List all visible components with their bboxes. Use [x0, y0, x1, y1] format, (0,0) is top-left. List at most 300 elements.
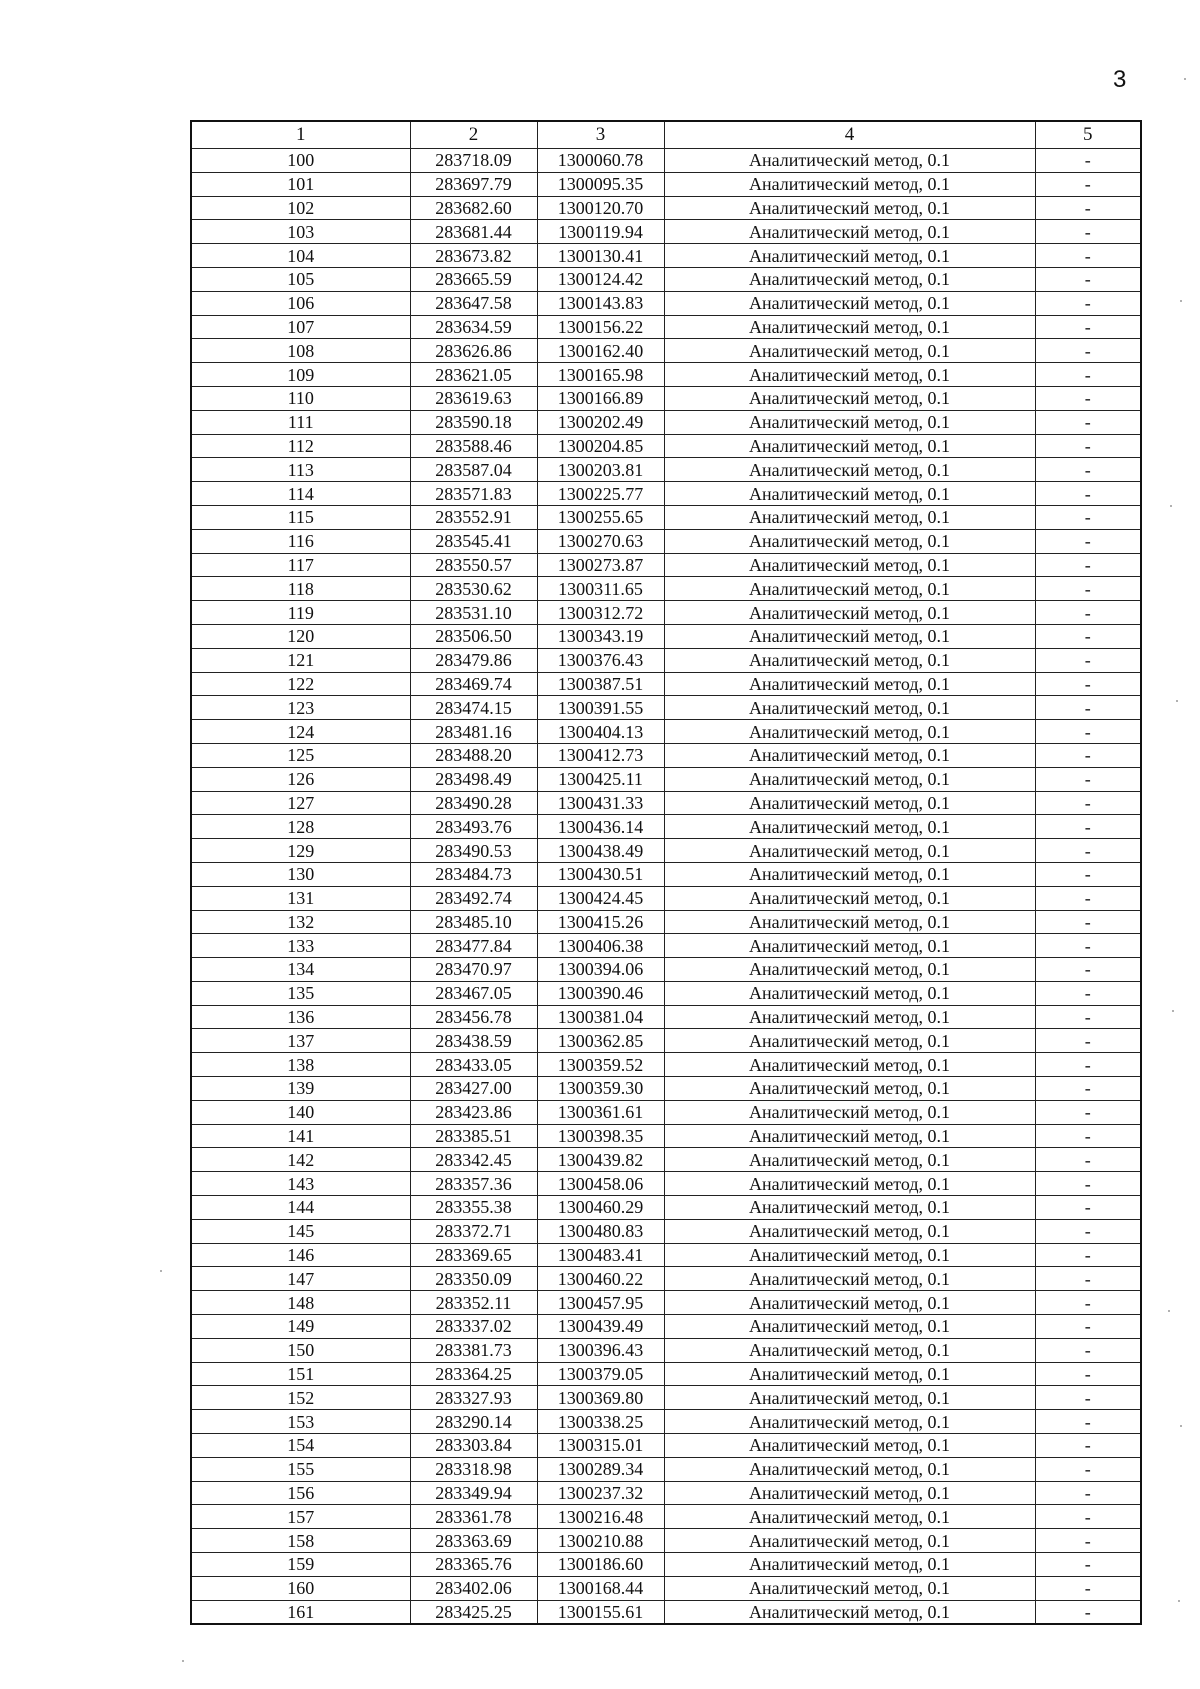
table-row	[191, 791, 1141, 815]
table-cell-col-1: 155	[191, 1457, 410, 1481]
table-cell-col-1: 120	[191, 624, 410, 648]
table-cell-col-2: 283477.84	[410, 934, 537, 958]
table-cell-col-3: 1300359.52	[537, 1053, 664, 1077]
table-cell-col-5: -	[1035, 458, 1141, 482]
table-cell-col-5: -	[1035, 410, 1141, 434]
table-cell-col-5: -	[1035, 1077, 1141, 1101]
table-cell-col-3: 1300430.51	[537, 862, 664, 886]
table-cell-col-2: 283488.20	[410, 743, 537, 767]
table-cell-col-5: -	[1035, 267, 1141, 291]
table-cell-col-3: 1300415.26	[537, 910, 664, 934]
table-cell-col-2: 283427.00	[410, 1077, 537, 1101]
table-cell-col-1: 137	[191, 1029, 410, 1053]
table-cell-col-4: Аналитический метод, 0.1	[664, 1338, 1035, 1362]
table-cell-col-3: 1300166.89	[537, 386, 664, 410]
table-row	[191, 577, 1141, 601]
table-cell-col-2: 283673.82	[410, 244, 537, 268]
table-cell-col-4: Аналитический метод, 0.1	[664, 910, 1035, 934]
table-cell-col-2: 283634.59	[410, 315, 537, 339]
table-cell-col-3: 1300390.46	[537, 981, 664, 1005]
table-cell-col-4: Аналитический метод, 0.1	[664, 1576, 1035, 1600]
table-cell-col-3: 1300168.44	[537, 1576, 664, 1600]
table-row	[191, 315, 1141, 339]
table-cell-col-2: 283621.05	[410, 363, 537, 387]
table-cell-col-2: 283587.04	[410, 458, 537, 482]
table-row	[191, 1553, 1141, 1577]
table-cell-col-1: 145	[191, 1219, 410, 1243]
table-cell-col-4: Аналитический метод, 0.1	[664, 696, 1035, 720]
table-cell-col-1: 112	[191, 434, 410, 458]
table-cell-col-2: 283365.76	[410, 1553, 537, 1577]
table-row	[191, 958, 1141, 982]
table-cell-col-2: 283484.73	[410, 862, 537, 886]
table-cell-col-1: 114	[191, 482, 410, 506]
table-cell-col-5: -	[1035, 934, 1141, 958]
table-cell-col-3: 1300162.40	[537, 339, 664, 363]
table-cell-col-3: 1300312.72	[537, 601, 664, 625]
table-cell-col-5: -	[1035, 1457, 1141, 1481]
table-cell-col-4: Аналитический метод, 0.1	[664, 1100, 1035, 1124]
table-cell-col-3: 1300202.49	[537, 410, 664, 434]
table-row	[191, 1576, 1141, 1600]
table-cell-col-4: Аналитический метод, 0.1	[664, 1077, 1035, 1101]
table-cell-col-4: Аналитический метод, 0.1	[664, 482, 1035, 506]
table-cell-col-5: -	[1035, 244, 1141, 268]
table-cell-col-5: -	[1035, 672, 1141, 696]
table-row	[191, 720, 1141, 744]
table-cell-col-5: -	[1035, 196, 1141, 220]
table-cell-col-2: 283381.73	[410, 1338, 537, 1362]
table-cell-col-5: -	[1035, 1362, 1141, 1386]
table-row	[191, 291, 1141, 315]
table-cell-col-4: Аналитический метод, 0.1	[664, 434, 1035, 458]
table-cell-col-2: 283385.51	[410, 1124, 537, 1148]
table-row	[191, 1124, 1141, 1148]
table-cell-col-3: 1300438.49	[537, 839, 664, 863]
table-row	[191, 196, 1141, 220]
table-cell-col-1: 104	[191, 244, 410, 268]
table-cell-col-1: 130	[191, 862, 410, 886]
table-cell-col-1: 143	[191, 1172, 410, 1196]
table-cell-col-5: -	[1035, 1100, 1141, 1124]
table-cell-col-4: Аналитический метод, 0.1	[664, 1124, 1035, 1148]
table-cell-col-3: 1300362.85	[537, 1029, 664, 1053]
table-cell-col-3: 1300315.01	[537, 1434, 664, 1458]
header-col-2: 2	[410, 121, 537, 149]
table-cell-col-1: 142	[191, 1148, 410, 1172]
table-row	[191, 1148, 1141, 1172]
table-row	[191, 1172, 1141, 1196]
table-cell-col-1: 136	[191, 1005, 410, 1029]
table-cell-col-2: 283498.49	[410, 767, 537, 791]
table-cell-col-5: -	[1035, 958, 1141, 982]
table-cell-col-4: Аналитический метод, 0.1	[664, 339, 1035, 363]
table-cell-col-1: 100	[191, 149, 410, 173]
table-cell-col-3: 1300095.35	[537, 172, 664, 196]
table-cell-col-5: -	[1035, 1053, 1141, 1077]
table-cell-col-2: 283474.15	[410, 696, 537, 720]
table-cell-col-3: 1300396.43	[537, 1338, 664, 1362]
table-row	[191, 149, 1141, 173]
table-cell-col-4: Аналитический метод, 0.1	[664, 1386, 1035, 1410]
table-cell-col-2: 283619.63	[410, 386, 537, 410]
table-row	[191, 1600, 1141, 1624]
table-cell-col-3: 1300237.32	[537, 1481, 664, 1505]
table-row	[191, 981, 1141, 1005]
table-cell-col-5: -	[1035, 1029, 1141, 1053]
header-col-3: 3	[537, 121, 664, 149]
table-cell-col-5: -	[1035, 910, 1141, 934]
table-row	[191, 220, 1141, 244]
table-cell-col-1: 158	[191, 1529, 410, 1553]
table-cell-col-2: 283550.57	[410, 553, 537, 577]
table-cell-col-4: Аналитический метод, 0.1	[664, 1267, 1035, 1291]
table-cell-col-2: 283552.91	[410, 505, 537, 529]
table-cell-col-2: 283355.38	[410, 1196, 537, 1220]
table-cell-col-4: Аналитический метод, 0.1	[664, 1053, 1035, 1077]
table-cell-col-4: Аналитический метод, 0.1	[664, 1315, 1035, 1339]
table-cell-col-4: Аналитический метод, 0.1	[664, 1291, 1035, 1315]
table-cell-col-2: 283423.86	[410, 1100, 537, 1124]
table-cell-col-2: 283506.50	[410, 624, 537, 648]
table-row	[191, 1505, 1141, 1529]
table-cell-col-2: 283350.09	[410, 1267, 537, 1291]
table-cell-col-1: 103	[191, 220, 410, 244]
table-cell-col-4: Аналитический метод, 0.1	[664, 1529, 1035, 1553]
table-cell-col-3: 1300369.80	[537, 1386, 664, 1410]
table-cell-col-3: 1300480.83	[537, 1219, 664, 1243]
table-row	[191, 696, 1141, 720]
table-cell-col-2: 283490.28	[410, 791, 537, 815]
table-cell-col-4: Аналитический метод, 0.1	[664, 196, 1035, 220]
table-cell-col-3: 1300210.88	[537, 1529, 664, 1553]
table-cell-col-1: 108	[191, 339, 410, 363]
table-cell-col-4: Аналитический метод, 0.1	[664, 601, 1035, 625]
table-cell-col-3: 1300425.11	[537, 767, 664, 791]
table-cell-col-1: 154	[191, 1434, 410, 1458]
table-cell-col-5: -	[1035, 577, 1141, 601]
table-cell-col-5: -	[1035, 815, 1141, 839]
table-cell-col-3: 1300379.05	[537, 1362, 664, 1386]
table-cell-col-3: 1300406.38	[537, 934, 664, 958]
table-cell-col-1: 129	[191, 839, 410, 863]
table-cell-col-2: 283369.65	[410, 1243, 537, 1267]
table-cell-col-3: 1300483.41	[537, 1243, 664, 1267]
table-cell-col-5: -	[1035, 981, 1141, 1005]
table-row	[191, 1386, 1141, 1410]
table-row	[191, 1410, 1141, 1434]
table-cell-col-5: -	[1035, 1386, 1141, 1410]
table-cell-col-4: Аналитический метод, 0.1	[664, 981, 1035, 1005]
table-cell-col-5: -	[1035, 1124, 1141, 1148]
table-cell-col-4: Аналитический метод, 0.1	[664, 1553, 1035, 1577]
table-cell-col-5: -	[1035, 1410, 1141, 1434]
table-cell-col-3: 1300124.42	[537, 267, 664, 291]
table-cell-col-1: 110	[191, 386, 410, 410]
table-cell-col-2: 283626.86	[410, 339, 537, 363]
table-cell-col-1: 134	[191, 958, 410, 982]
table-cell-col-4: Аналитический метод, 0.1	[664, 767, 1035, 791]
table-cell-col-1: 139	[191, 1077, 410, 1101]
table-cell-col-2: 283425.25	[410, 1600, 537, 1624]
table-cell-col-3: 1300203.81	[537, 458, 664, 482]
table-cell-col-2: 283492.74	[410, 886, 537, 910]
table-cell-col-4: Аналитический метод, 0.1	[664, 1505, 1035, 1529]
table-cell-col-4: Аналитический метод, 0.1	[664, 363, 1035, 387]
table-cell-col-3: 1300359.30	[537, 1077, 664, 1101]
table-row	[191, 1100, 1141, 1124]
table-cell-col-4: Аналитический метод, 0.1	[664, 244, 1035, 268]
table-row	[191, 1077, 1141, 1101]
table-cell-col-4: Аналитический метод, 0.1	[664, 1434, 1035, 1458]
table-cell-col-4: Аналитический метод, 0.1	[664, 862, 1035, 886]
table-cell-col-2: 283531.10	[410, 601, 537, 625]
table-cell-col-2: 283456.78	[410, 1005, 537, 1029]
table-cell-col-5: -	[1035, 149, 1141, 173]
table-cell-col-2: 283364.25	[410, 1362, 537, 1386]
table-cell-col-4: Аналитический метод, 0.1	[664, 1481, 1035, 1505]
table-cell-col-3: 1300204.85	[537, 434, 664, 458]
table-cell-col-2: 283467.05	[410, 981, 537, 1005]
table-row	[191, 482, 1141, 506]
table-row	[191, 672, 1141, 696]
table-cell-col-3: 1300343.19	[537, 624, 664, 648]
table-cell-col-1: 144	[191, 1196, 410, 1220]
table-cell-col-3: 1300376.43	[537, 648, 664, 672]
table-cell-col-5: -	[1035, 434, 1141, 458]
table-cell-col-5: -	[1035, 1553, 1141, 1577]
table-cell-col-1: 141	[191, 1124, 410, 1148]
table-cell-col-4: Аналитический метод, 0.1	[664, 720, 1035, 744]
table-cell-col-1: 123	[191, 696, 410, 720]
table-row	[191, 244, 1141, 268]
table-cell-col-2: 283545.41	[410, 529, 537, 553]
table-cell-col-3: 1300216.48	[537, 1505, 664, 1529]
table-cell-col-4: Аналитический метод, 0.1	[664, 1362, 1035, 1386]
table-cell-col-3: 1300165.98	[537, 363, 664, 387]
table-cell-col-1: 128	[191, 815, 410, 839]
table-cell-col-5: -	[1035, 1505, 1141, 1529]
table-cell-col-4: Аналитический метод, 0.1	[664, 1005, 1035, 1029]
table-cell-col-3: 1300270.63	[537, 529, 664, 553]
table-cell-col-3: 1300424.45	[537, 886, 664, 910]
table-cell-col-3: 1300060.78	[537, 149, 664, 173]
table-cell-col-4: Аналитический метод, 0.1	[664, 291, 1035, 315]
table-cell-col-5: -	[1035, 862, 1141, 886]
coordinates-table	[190, 120, 1142, 1625]
table-cell-col-5: -	[1035, 601, 1141, 625]
table-row	[191, 363, 1141, 387]
table-cell-col-2: 283290.14	[410, 1410, 537, 1434]
table-row	[191, 648, 1141, 672]
table-cell-col-1: 105	[191, 267, 410, 291]
table-cell-col-2: 283438.59	[410, 1029, 537, 1053]
table-cell-col-3: 1300289.34	[537, 1457, 664, 1481]
table-cell-col-2: 283342.45	[410, 1148, 537, 1172]
table-cell-col-3: 1300387.51	[537, 672, 664, 696]
table-row	[191, 410, 1141, 434]
table-cell-col-5: -	[1035, 1600, 1141, 1624]
table-cell-col-3: 1300457.95	[537, 1291, 664, 1315]
table-row	[191, 1267, 1141, 1291]
table-cell-col-4: Аналитический метод, 0.1	[664, 743, 1035, 767]
table-cell-col-4: Аналитический метод, 0.1	[664, 1148, 1035, 1172]
table-cell-col-5: -	[1035, 1291, 1141, 1315]
table-cell-col-1: 116	[191, 529, 410, 553]
table-cell-col-1: 106	[191, 291, 410, 315]
table-cell-col-3: 1300156.22	[537, 315, 664, 339]
table-cell-col-4: Аналитический метод, 0.1	[664, 672, 1035, 696]
table-cell-col-3: 1300273.87	[537, 553, 664, 577]
table-cell-col-2: 283485.10	[410, 910, 537, 934]
table-cell-col-1: 133	[191, 934, 410, 958]
table-cell-col-5: -	[1035, 172, 1141, 196]
table-cell-col-2: 283303.84	[410, 1434, 537, 1458]
table-cell-col-4: Аналитический метод, 0.1	[664, 149, 1035, 173]
table-cell-col-1: 126	[191, 767, 410, 791]
table-cell-col-3: 1300361.61	[537, 1100, 664, 1124]
table-cell-col-1: 149	[191, 1315, 410, 1339]
table-cell-col-1: 125	[191, 743, 410, 767]
table-cell-col-3: 1300381.04	[537, 1005, 664, 1029]
page-number: 3	[1113, 66, 1127, 93]
table-cell-col-5: -	[1035, 648, 1141, 672]
table-cell-col-2: 283490.53	[410, 839, 537, 863]
table-cell-col-1: 147	[191, 1267, 410, 1291]
table-row	[191, 1196, 1141, 1220]
table-cell-col-4: Аналитический метод, 0.1	[664, 1600, 1035, 1624]
table-row	[191, 1053, 1141, 1077]
table-cell-col-5: -	[1035, 1243, 1141, 1267]
table-header-row	[191, 121, 1141, 149]
table-cell-col-3: 1300311.65	[537, 577, 664, 601]
table-cell-col-4: Аналитический метод, 0.1	[664, 529, 1035, 553]
table-cell-col-5: -	[1035, 291, 1141, 315]
table-cell-col-5: -	[1035, 315, 1141, 339]
table-cell-col-2: 283493.76	[410, 815, 537, 839]
table-body	[191, 149, 1141, 1625]
table-cell-col-4: Аналитический метод, 0.1	[664, 1219, 1035, 1243]
table-row	[191, 934, 1141, 958]
table-cell-col-5: -	[1035, 1196, 1141, 1220]
table-cell-col-1: 113	[191, 458, 410, 482]
table-cell-col-4: Аналитический метод, 0.1	[664, 553, 1035, 577]
table-cell-col-4: Аналитический метод, 0.1	[664, 839, 1035, 863]
table-cell-col-5: -	[1035, 339, 1141, 363]
table-cell-col-4: Аналитический метод, 0.1	[664, 934, 1035, 958]
table-row	[191, 458, 1141, 482]
table-row	[191, 529, 1141, 553]
table-cell-col-5: -	[1035, 1267, 1141, 1291]
table-row	[191, 815, 1141, 839]
table-cell-col-1: 160	[191, 1576, 410, 1600]
table-cell-col-5: -	[1035, 482, 1141, 506]
table-cell-col-3: 1300439.49	[537, 1315, 664, 1339]
table-row	[191, 839, 1141, 863]
table-cell-col-1: 146	[191, 1243, 410, 1267]
table-cell-col-2: 283363.69	[410, 1529, 537, 1553]
table-cell-col-3: 1300412.73	[537, 743, 664, 767]
table-cell-col-1: 101	[191, 172, 410, 196]
table-row	[191, 1362, 1141, 1386]
table-row	[191, 267, 1141, 291]
table-cell-col-5: -	[1035, 767, 1141, 791]
table-cell-col-4: Аналитический метод, 0.1	[664, 886, 1035, 910]
table-row	[191, 1005, 1141, 1029]
table-cell-col-2: 283318.98	[410, 1457, 537, 1481]
table-cell-col-2: 283372.71	[410, 1219, 537, 1243]
table-cell-col-2: 283665.59	[410, 267, 537, 291]
table-cell-col-2: 283530.62	[410, 577, 537, 601]
table-cell-col-2: 283590.18	[410, 410, 537, 434]
table-cell-col-1: 121	[191, 648, 410, 672]
table-row	[191, 1029, 1141, 1053]
table-row	[191, 339, 1141, 363]
table-cell-col-1: 151	[191, 1362, 410, 1386]
table-cell-col-5: -	[1035, 791, 1141, 815]
table-cell-col-1: 132	[191, 910, 410, 934]
table-cell-col-4: Аналитический метод, 0.1	[664, 1172, 1035, 1196]
table-cell-col-1: 118	[191, 577, 410, 601]
table-cell-col-3: 1300186.60	[537, 1553, 664, 1577]
table-row	[191, 1481, 1141, 1505]
table-cell-col-3: 1300460.29	[537, 1196, 664, 1220]
table-cell-col-5: -	[1035, 220, 1141, 244]
table-row	[191, 434, 1141, 458]
table-cell-col-4: Аналитический метод, 0.1	[664, 172, 1035, 196]
table-cell-col-5: -	[1035, 553, 1141, 577]
header-col-1: 1	[191, 121, 410, 149]
table-row	[191, 886, 1141, 910]
table-row	[191, 862, 1141, 886]
table-row	[191, 1434, 1141, 1458]
table-cell-col-4: Аналитический метод, 0.1	[664, 1029, 1035, 1053]
table-cell-col-3: 1300225.77	[537, 482, 664, 506]
table-cell-col-1: 138	[191, 1053, 410, 1077]
table-row	[191, 743, 1141, 767]
table-cell-col-4: Аналитический метод, 0.1	[664, 220, 1035, 244]
table-cell-col-2: 283349.94	[410, 1481, 537, 1505]
table-cell-col-5: -	[1035, 386, 1141, 410]
table-cell-col-1: 159	[191, 1553, 410, 1577]
table-cell-col-5: -	[1035, 696, 1141, 720]
table-cell-col-1: 156	[191, 1481, 410, 1505]
table-row	[191, 601, 1141, 625]
table-cell-col-4: Аналитический метод, 0.1	[664, 791, 1035, 815]
table-cell-col-1: 117	[191, 553, 410, 577]
table-cell-col-5: -	[1035, 886, 1141, 910]
table-row	[191, 910, 1141, 934]
table-cell-col-2: 283357.36	[410, 1172, 537, 1196]
table-cell-col-2: 283433.05	[410, 1053, 537, 1077]
table-cell-col-1: 111	[191, 410, 410, 434]
table-cell-col-4: Аналитический метод, 0.1	[664, 505, 1035, 529]
table-row	[191, 1338, 1141, 1362]
table-row	[191, 1243, 1141, 1267]
table-cell-col-4: Аналитический метод, 0.1	[664, 1196, 1035, 1220]
table-cell-col-3: 1300458.06	[537, 1172, 664, 1196]
table-cell-col-3: 1300431.33	[537, 791, 664, 815]
table-cell-col-5: -	[1035, 1219, 1141, 1243]
table-cell-col-1: 124	[191, 720, 410, 744]
table-cell-col-4: Аналитический метод, 0.1	[664, 267, 1035, 291]
table-cell-col-1: 102	[191, 196, 410, 220]
table-cell-col-4: Аналитический метод, 0.1	[664, 458, 1035, 482]
table-cell-col-1: 148	[191, 1291, 410, 1315]
table-cell-col-2: 283681.44	[410, 220, 537, 244]
table-cell-col-5: -	[1035, 1576, 1141, 1600]
table-row	[191, 553, 1141, 577]
